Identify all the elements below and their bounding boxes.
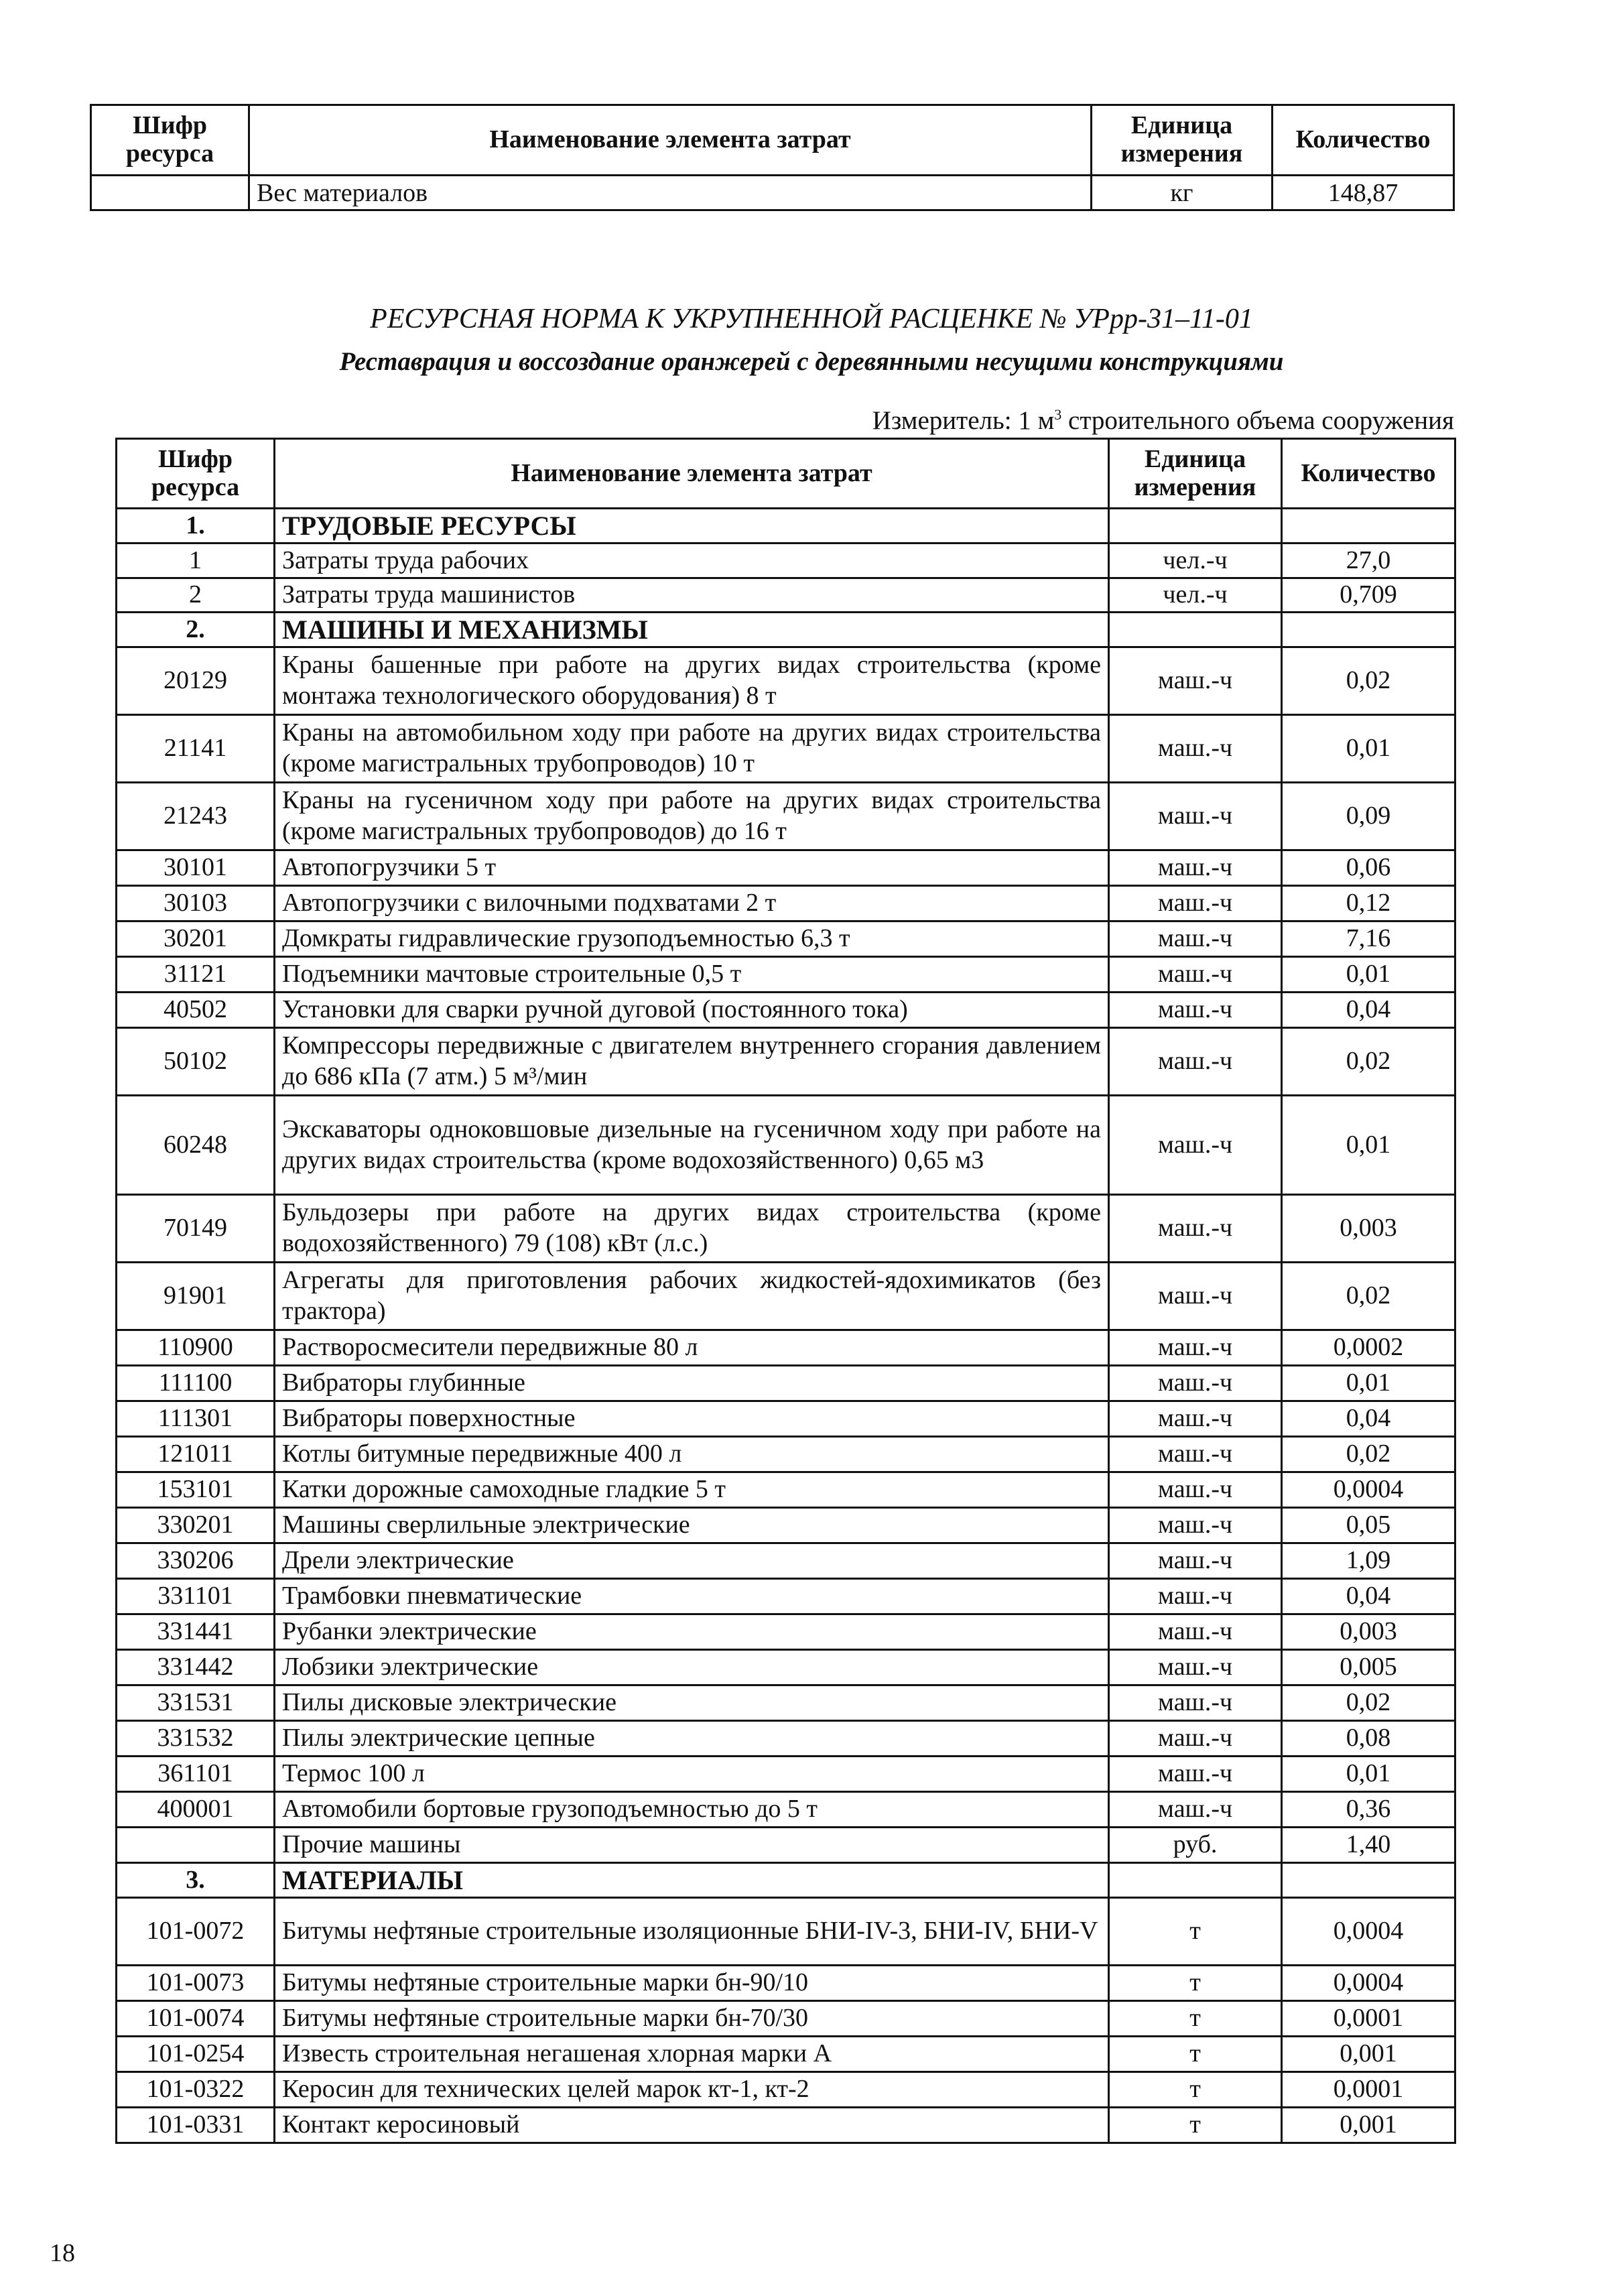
table-row	[117, 1898, 1455, 1966]
measurer-line	[872, 405, 1454, 436]
cell-unit: т	[1109, 1898, 1282, 1966]
cell-code: 361101	[117, 1757, 275, 1792]
cell-name: Битумы нефтяные строительные марки бн-70/30	[275, 2001, 1109, 2037]
section-number: 1.	[117, 509, 275, 544]
cell-qty: 0,003	[1282, 1614, 1455, 1650]
cell-qty: 0,0001	[1282, 2001, 1455, 2037]
cell-name: Затраты труда машинистов	[275, 578, 1109, 613]
cell-unit: маш.-ч	[1109, 1579, 1282, 1614]
cell-name: Вибраторы поверхностные	[275, 1401, 1109, 1437]
table-row	[117, 544, 1455, 578]
cell-unit: маш.-ч	[1109, 1757, 1282, 1792]
cell-qty: 1,09	[1282, 1543, 1455, 1579]
resource-table	[115, 438, 1456, 2144]
section-unit-empty	[1109, 613, 1282, 647]
cell-qty: 0,02	[1282, 647, 1455, 715]
cell-qty: 0,01	[1282, 715, 1455, 783]
cell-code: 400001	[117, 1792, 275, 1828]
cell-name: Прочие машины	[275, 1828, 1109, 1863]
cell-qty: 0,06	[1282, 850, 1455, 886]
section-row	[117, 509, 1455, 544]
cell-qty: 0,08	[1282, 1721, 1455, 1757]
cell-unit: маш.-ч	[1109, 715, 1282, 783]
section-row	[117, 1863, 1455, 1898]
cell-name: Подъемники мачтовые строительные 0,5 т	[275, 957, 1109, 993]
page-number: 18	[50, 2239, 75, 2267]
table-row	[117, 1472, 1455, 1508]
cell-unit: маш.-ч	[1109, 647, 1282, 715]
table-row	[117, 993, 1455, 1028]
cell-unit: маш.-ч	[1109, 886, 1282, 921]
table-row	[117, 921, 1455, 957]
section-title: ТРУДОВЫЕ РЕСУРСЫ	[275, 509, 1109, 544]
cell-qty: 0,0004	[1282, 1472, 1455, 1508]
cell-unit: маш.-ч	[1109, 850, 1282, 886]
section-title: МАШИНЫ И МЕХАНИЗМЫ	[275, 613, 1109, 647]
cell-unit: маш.-ч	[1109, 957, 1282, 993]
cell-code: 110900	[117, 1330, 275, 1366]
cell-unit: т	[1109, 1966, 1282, 2001]
table-row	[117, 2072, 1455, 2108]
cell-code: 30103	[117, 886, 275, 921]
table-row	[91, 176, 1454, 210]
table-row	[117, 1828, 1455, 1863]
cell-qty: 0,36	[1282, 1792, 1455, 1828]
header-unit: Единица измерения	[1092, 105, 1273, 176]
cell-qty: 0,0002	[1282, 1330, 1455, 1366]
cell-code: 111100	[117, 1366, 275, 1401]
cell-qty: 0,005	[1282, 1650, 1455, 1685]
cell-name: Дрели электрические	[275, 1543, 1109, 1579]
table-row	[117, 1330, 1455, 1366]
cell-name: Машины сверлильные электрические	[275, 1508, 1109, 1543]
cell-qty: 0,02	[1282, 1437, 1455, 1472]
table-row	[117, 578, 1455, 613]
cell-qty: 0,01	[1282, 1096, 1455, 1195]
measurer-suffix: строительного объема сооружения	[1061, 406, 1454, 435]
cell-unit: маш.-ч	[1109, 1685, 1282, 1721]
cell-unit: маш.-ч	[1109, 1401, 1282, 1437]
table-row	[117, 647, 1455, 715]
header-qty: Количество	[1273, 105, 1454, 176]
cell-unit: т	[1109, 2108, 1282, 2143]
cell-code: 331532	[117, 1721, 275, 1757]
cell-code: 60248	[117, 1096, 275, 1195]
cell-unit: маш.-ч	[1109, 1263, 1282, 1330]
table-row	[117, 2108, 1455, 2143]
cell-name: Вес материалов	[249, 176, 1092, 210]
cell-code: 101-0073	[117, 1966, 275, 2001]
cell-name: Автомобили бортовые грузоподъемностью до 5 т	[275, 1792, 1109, 1828]
table-row	[117, 2037, 1455, 2072]
cell-code: 101-0331	[117, 2108, 275, 2143]
cell-unit: маш.-ч	[1109, 1330, 1282, 1366]
cell-name: Краны на гусеничном ходу при работе на других видах строительства (кроме магистральных трубопроводов) до 16 т	[275, 783, 1109, 850]
cell-name: Агрегаты для приготовления рабочих жидкостей-ядохимикатов (без трактора)	[275, 1263, 1109, 1330]
cell-unit: кг	[1092, 176, 1273, 210]
cell-qty: 0,02	[1282, 1028, 1455, 1096]
cell-code: 330201	[117, 1508, 275, 1543]
cell-code: 101-0072	[117, 1898, 275, 1966]
cell-unit: руб.	[1109, 1828, 1282, 1863]
cell-unit: маш.-ч	[1109, 1472, 1282, 1508]
cell-code	[117, 1828, 275, 1863]
cell-name: Автопогрузчики с вилочными подхватами 2 т	[275, 886, 1109, 921]
cell-code	[91, 176, 249, 210]
norm-subtitle: Реставрация и воссоздание оранжерей с деревянными несущими конструкциями	[339, 347, 1284, 376]
cell-unit: маш.-ч	[1109, 1614, 1282, 1650]
cell-name: Керосин для технических целей марок кт-1, кт-2	[275, 2072, 1109, 2108]
table-row	[117, 1508, 1455, 1543]
table-row	[117, 1792, 1455, 1828]
cell-name: Затраты труда рабочих	[275, 544, 1109, 578]
cell-unit: маш.-ч	[1109, 921, 1282, 957]
cell-qty: 0,04	[1282, 1401, 1455, 1437]
cell-name: Контакт керосиновый	[275, 2108, 1109, 2143]
cell-qty: 0,09	[1282, 783, 1455, 850]
resource-table-body	[117, 509, 1455, 2143]
cell-unit: т	[1109, 2072, 1282, 2108]
cell-unit: маш.-ч	[1109, 1366, 1282, 1401]
table-header-row	[117, 439, 1455, 509]
cell-qty: 1,40	[1282, 1828, 1455, 1863]
cell-qty: 0,709	[1282, 578, 1455, 613]
cell-name: Растворосмесители передвижные 80 л	[275, 1330, 1109, 1366]
cell-qty: 0,04	[1282, 993, 1455, 1028]
cell-name: Домкраты гидравлические грузоподъемностью 6,3 т	[275, 921, 1109, 957]
section-qty-empty	[1282, 1863, 1455, 1898]
cell-name: Краны башенные при работе на других видах строительства (кроме монтажа технологического оборудования) 8 т	[275, 647, 1109, 715]
continuation-table	[90, 104, 1455, 211]
cell-code: 111301	[117, 1401, 275, 1437]
section-qty-empty	[1282, 509, 1455, 544]
header-qty: Количество	[1282, 439, 1455, 509]
cell-name: Компрессоры передвижные с двигателем внутреннего сгорания давлением до 686 кПа (7 атм.) 5 м³/мин	[275, 1028, 1109, 1096]
section-qty-empty	[1282, 613, 1455, 647]
cell-code: 101-0254	[117, 2037, 275, 2072]
cell-unit: чел.-ч	[1109, 578, 1282, 613]
cell-name: Пилы дисковые электрические	[275, 1685, 1109, 1721]
cell-qty: 27,0	[1282, 544, 1455, 578]
cell-code: 1	[117, 544, 275, 578]
cell-name: Экскаваторы одноковшовые дизельные на гусеничном ходу при работе на других видах строительства (кроме водохозяйственного) 0,65 м3	[275, 1096, 1109, 1195]
header-name: Наименование элемента затрат	[275, 439, 1109, 509]
cell-name: Пилы электрические цепные	[275, 1721, 1109, 1757]
cell-unit: маш.-ч	[1109, 1028, 1282, 1096]
table-row	[117, 1096, 1455, 1195]
section-unit-empty	[1109, 509, 1282, 544]
cell-qty: 0,01	[1282, 1757, 1455, 1792]
cell-code: 31121	[117, 957, 275, 993]
table-header-row	[91, 105, 1454, 176]
cell-qty: 0,0004	[1282, 1966, 1455, 2001]
cell-name: Бульдозеры при работе на других видах строительства (кроме водохозяйственного) 79 (108) кВт (л.с.)	[275, 1195, 1109, 1263]
table-row	[117, 886, 1455, 921]
header-unit: Единица измерения	[1109, 439, 1282, 509]
cell-code: 70149	[117, 1195, 275, 1263]
table-row	[117, 1966, 1455, 2001]
cell-name: Катки дорожные самоходные гладкие 5 т	[275, 1472, 1109, 1508]
section-number: 2.	[117, 613, 275, 647]
cell-qty: 0,01	[1282, 1366, 1455, 1401]
cell-code: 21141	[117, 715, 275, 783]
cell-name: Установки для сварки ручной дуговой (постоянного тока)	[275, 993, 1109, 1028]
measurer-prefix: Измеритель: 1 м	[872, 406, 1055, 435]
table-row	[117, 1721, 1455, 1757]
cell-unit: маш.-ч	[1109, 1437, 1282, 1472]
table-row	[117, 783, 1455, 850]
section-unit-empty	[1109, 1863, 1282, 1898]
cell-code: 331101	[117, 1579, 275, 1614]
section-number: 3.	[117, 1863, 275, 1898]
table-row	[117, 2001, 1455, 2037]
table-row	[117, 1650, 1455, 1685]
table-row	[117, 957, 1455, 993]
cell-name: Лобзики электрические	[275, 1650, 1109, 1685]
cell-name: Автопогрузчики 5 т	[275, 850, 1109, 886]
table-row	[117, 1437, 1455, 1472]
cell-qty: 0,001	[1282, 2108, 1455, 2143]
cell-unit: маш.-ч	[1109, 1792, 1282, 1828]
table-row	[117, 1614, 1455, 1650]
cell-unit: маш.-ч	[1109, 1721, 1282, 1757]
table-row	[117, 1401, 1455, 1437]
cell-code: 101-0322	[117, 2072, 275, 2108]
cell-unit: маш.-ч	[1109, 1195, 1282, 1263]
cell-code: 331441	[117, 1614, 275, 1650]
cell-code: 91901	[117, 1263, 275, 1330]
cell-name: Известь строительная негашеная хлорная марки А	[275, 2037, 1109, 2072]
cell-code: 21243	[117, 783, 275, 850]
table-row	[117, 715, 1455, 783]
cell-code: 30101	[117, 850, 275, 886]
cell-qty: 0,003	[1282, 1195, 1455, 1263]
cell-qty: 0,02	[1282, 1685, 1455, 1721]
cell-code: 101-0074	[117, 2001, 275, 2037]
header-code: Шифр ресурса	[117, 439, 275, 509]
cell-name: Трамбовки пневматические	[275, 1579, 1109, 1614]
table-row	[117, 1366, 1455, 1401]
cell-code: 20129	[117, 647, 275, 715]
cell-qty: 0,04	[1282, 1579, 1455, 1614]
cell-code: 153101	[117, 1472, 275, 1508]
cell-name: Вибраторы глубинные	[275, 1366, 1109, 1401]
cell-qty: 148,87	[1273, 176, 1454, 210]
cell-qty: 0,12	[1282, 886, 1455, 921]
cell-unit: маш.-ч	[1109, 1543, 1282, 1579]
cell-name: Котлы битумные передвижные 400 л	[275, 1437, 1109, 1472]
cell-qty: 0,05	[1282, 1508, 1455, 1543]
table-row	[117, 1263, 1455, 1330]
section-title: МАТЕРИАЛЫ	[275, 1863, 1109, 1898]
cell-qty: 0,001	[1282, 2037, 1455, 2072]
cell-unit: маш.-ч	[1109, 783, 1282, 850]
cell-unit: маш.-ч	[1109, 1650, 1282, 1685]
cell-code: 330206	[117, 1543, 275, 1579]
cell-name: Рубанки электрические	[275, 1614, 1109, 1650]
cell-code: 331442	[117, 1650, 275, 1685]
cell-unit: т	[1109, 2001, 1282, 2037]
cell-unit: маш.-ч	[1109, 1096, 1282, 1195]
cell-code: 121011	[117, 1437, 275, 1472]
measurer-sup: 3	[1054, 406, 1062, 423]
cell-code: 50102	[117, 1028, 275, 1096]
cell-code: 30201	[117, 921, 275, 957]
cell-qty: 7,16	[1282, 921, 1455, 957]
cell-qty: 0,0001	[1282, 2072, 1455, 2108]
table-row	[117, 1195, 1455, 1263]
table-row	[117, 1028, 1455, 1096]
table-row	[117, 1757, 1455, 1792]
table-row	[117, 850, 1455, 886]
cell-unit: т	[1109, 2037, 1282, 2072]
norm-title: РЕСУРСНАЯ НОРМА К УКРУПНЕННОЙ РАСЦЕНКЕ № УРрр-31–11-01	[370, 304, 1253, 334]
cell-unit: маш.-ч	[1109, 993, 1282, 1028]
cell-qty: 0,02	[1282, 1263, 1455, 1330]
table-row	[117, 1543, 1455, 1579]
cell-name: Краны на автомобильном ходу при работе на других видах строительства (кроме магистральных трубопроводов) 10 т	[275, 715, 1109, 783]
cell-name: Битумы нефтяные строительные изоляционные БНИ-IV-3, БНИ-IV, БНИ-V	[275, 1898, 1109, 1966]
cell-code: 2	[117, 578, 275, 613]
cell-qty: 0,0004	[1282, 1898, 1455, 1966]
cell-code: 331531	[117, 1685, 275, 1721]
cell-unit: чел.-ч	[1109, 544, 1282, 578]
table-row	[117, 1579, 1455, 1614]
cell-unit: маш.-ч	[1109, 1508, 1282, 1543]
cell-name: Термос 100 л	[275, 1757, 1109, 1792]
section-row	[117, 613, 1455, 647]
cell-code: 40502	[117, 993, 275, 1028]
cell-qty: 0,01	[1282, 957, 1455, 993]
cell-name: Битумы нефтяные строительные марки бн-90/10	[275, 1966, 1109, 2001]
table-row	[117, 1685, 1455, 1721]
header-name: Наименование элемента затрат	[249, 105, 1092, 176]
header-code: Шифр ресурса	[91, 105, 249, 176]
